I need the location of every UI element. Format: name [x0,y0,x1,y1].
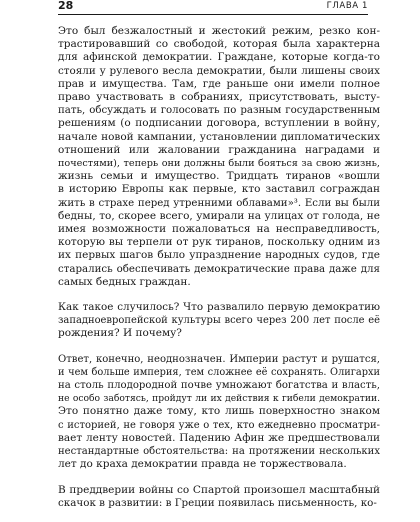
text-line: западноевропейской культуры всего через 200 лет после её [58,315,380,327]
paragraph [58,484,380,510]
text-line: нестандартные обстоятельства: на протяжении нескольких [58,446,380,458]
text-line: старались обеспечивать демократические права даже для [58,263,380,275]
text-line: отношений или жаловании гражданина наградами и [58,143,380,156]
page-header [0,0,420,14]
text-line: Как такое случилось? Что развалило первую демократию [58,301,380,314]
body-text [58,25,380,522]
text-line: трастировавший со свободой, которая была характерна [58,38,380,51]
text-line: пать, обсуждать и голосовать по разным государственным [58,105,380,117]
text-line: жизнь семьи и имущество. Тридцать тиранов «вошли [58,170,380,183]
text-line: решениям (о подписании договора, вступлении в войну, [58,117,380,130]
text-line: самых бедных граждан. [58,275,191,288]
text-line: имея возможности пожаловаться на несправедливость, [58,223,380,236]
text-line: Ответ, конечно, неоднозначен. Империи растут и рушатся, [58,353,380,365]
text-line: почестями), теперь они должны были бояться за свою жизнь, [58,158,380,170]
chapter-running-head: ГЛАВА 1 [326,1,368,11]
header-rule [58,14,368,15]
paragraph [58,301,380,341]
text-line: жить в страхе перед утренними облавами»³. Если вы были [58,197,380,209]
text-line: с историей, не говоря уже о тех, кто ежедневно просматри- [58,419,380,431]
text-line: Это был безжалостный и жестокий режим, резко кон- [58,25,380,37]
text-line: скачок в развитии: в Греции появилась письменность, ко- [58,496,377,509]
paragraph [58,353,380,472]
text-line: и чем больше империя, тем сложнее её сохранять. Олигархи [58,366,380,378]
text-line: которую вы терпели от рук тиранов, поскольку одним из [58,236,380,249]
paragraph [58,25,380,289]
page-number: 28 [58,0,74,12]
text-line: вает ленту новостей. Падению Афин же предшествовали [58,431,380,444]
text-line: начале новой кампании, установлении дипломатических [58,130,380,143]
text-line: в историю Европы как первые, кто заставил сограждан [58,183,380,196]
text-line: Это понятно даже тому, кто лишь поверхностно знаком [58,405,380,418]
text-line: прав и имущества. Там, где раньше они имели полное [58,77,380,90]
text-line: рождения? И почему? [58,327,182,340]
text-line: стояли у рулевого весла демократии, были лишены своих [58,64,380,77]
text-line: право участвовать в собраниях, присутствовать, высту- [58,91,380,104]
text-line: бедны, то, скорее всего, умирали на улицах от голода, не [58,209,380,222]
text-line: не особо заботясь, пройдут ли их действия к гибели демократии. [58,393,380,405]
text-line: их первых шагов было упразднение народных судов, где [58,249,380,262]
text-line: на столь плодородной почве умножают богатства и власть, [58,380,380,392]
text-line: для афинской демократии. Граждане, которые когда-то [58,51,380,64]
text-line: лет до краха демократии правда не торжествовала. [58,458,347,471]
text-line: В преддверии войны со Спартой произошел масштабный [58,483,380,496]
